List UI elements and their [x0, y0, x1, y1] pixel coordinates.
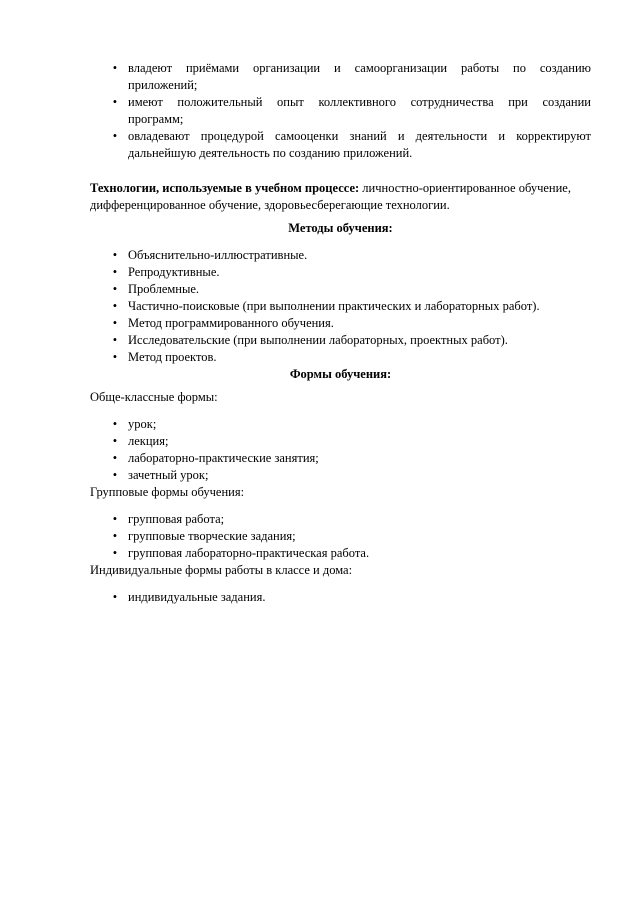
list-item — [90, 433, 591, 450]
forms-heading: Формы обучения: — [289, 367, 392, 381]
bullet-icon: • — [112, 316, 118, 330]
bullet-icon: • — [112, 95, 118, 109]
bullet-icon: • — [112, 529, 118, 543]
list-item — [90, 128, 591, 162]
list-item — [90, 60, 591, 94]
list-item — [90, 528, 591, 545]
bullet-icon: • — [112, 512, 118, 526]
list-item — [90, 264, 591, 281]
intro-list — [90, 60, 591, 162]
bullet-icon: • — [112, 282, 118, 296]
technologies-text: личностно-ориентированное обучение, — [359, 181, 571, 195]
bullet-icon: • — [112, 265, 118, 279]
list-item — [90, 94, 591, 128]
methods-heading: Методы обучения: — [288, 221, 393, 235]
list-item-text: Частично-поисковые (при выполнении практических и лабораторных работ). — [128, 299, 540, 313]
list-item-text: Метод программированного обучения. — [128, 316, 334, 330]
list-item — [90, 247, 591, 264]
list-item-text: имеют положительный опыт коллективного сотрудничества при создании — [128, 95, 591, 109]
bullet-icon: • — [112, 417, 118, 431]
list-item-text: дальнейшую деятельность по созданию приложений. — [128, 146, 413, 160]
list-item-text: лекция; — [128, 434, 169, 448]
methods-list — [90, 247, 591, 366]
list-item — [90, 315, 591, 332]
list-item — [90, 416, 591, 433]
list-item-text: индивидуальные задания. — [128, 590, 266, 604]
bullet-icon: • — [112, 468, 118, 482]
group-forms-list — [90, 511, 591, 562]
bullet-icon: • — [112, 299, 118, 313]
bullet-icon: • — [112, 451, 118, 465]
individual-forms-list — [90, 589, 591, 606]
list-item-text: Метод проектов. — [128, 350, 217, 364]
bullet-icon: • — [112, 434, 118, 448]
list-item-text: урок; — [128, 417, 157, 431]
list-item — [90, 589, 591, 606]
bullet-icon: • — [112, 129, 118, 143]
bullet-icon: • — [112, 546, 118, 560]
list-item — [90, 281, 591, 298]
list-item — [90, 349, 591, 366]
group-forms-label: Групповые формы обучения: — [90, 485, 245, 499]
general-forms-label: Обще-классные формы: — [90, 390, 218, 404]
bullet-icon: • — [112, 590, 118, 604]
bullet-icon: • — [112, 350, 118, 364]
list-item-text: программ; — [128, 112, 184, 126]
list-item-text: лабораторно-практические занятия; — [128, 451, 319, 465]
list-item-text: зачетный урок; — [128, 468, 209, 482]
general-forms-list — [90, 416, 591, 484]
document-page — [90, 60, 591, 606]
list-item — [90, 545, 591, 562]
list-item — [90, 450, 591, 467]
list-item-text: Проблемные. — [128, 282, 200, 296]
list-item — [90, 467, 591, 484]
technologies-label: Технологии, используемые в учебном процессе: — [90, 181, 360, 195]
individual-forms-label: Индивидуальные формы работы в классе и дома: — [90, 563, 353, 577]
list-item-text: групповые творческие задания; — [128, 529, 296, 543]
list-item-text: Репродуктивные. — [128, 265, 220, 279]
bullet-icon: • — [112, 333, 118, 347]
list-item-text: групповая работа; — [128, 512, 225, 526]
list-item-text: владеют приёмами организации и самоорганизации работы по созданию — [128, 61, 591, 75]
list-item — [90, 332, 591, 349]
bullet-icon: • — [112, 61, 118, 75]
list-item — [90, 511, 591, 528]
list-item-text: Исследовательские (при выполнении лабораторных, проектных работ). — [128, 333, 508, 347]
list-item-text: групповая лабораторно-практическая работа. — [128, 546, 370, 560]
list-item-text: Объяснительно-иллюстративные. — [128, 248, 308, 262]
technologies-text: дифференцированное обучение, здоровьесберегающие технологии. — [90, 198, 450, 212]
list-item-text: приложений; — [128, 78, 198, 92]
bullet-icon: • — [112, 248, 118, 262]
list-item — [90, 298, 591, 315]
technologies-paragraph — [90, 180, 591, 214]
list-item-text: овладевают процедурой самооценки знаний и деятельности и корректируют — [128, 129, 591, 143]
